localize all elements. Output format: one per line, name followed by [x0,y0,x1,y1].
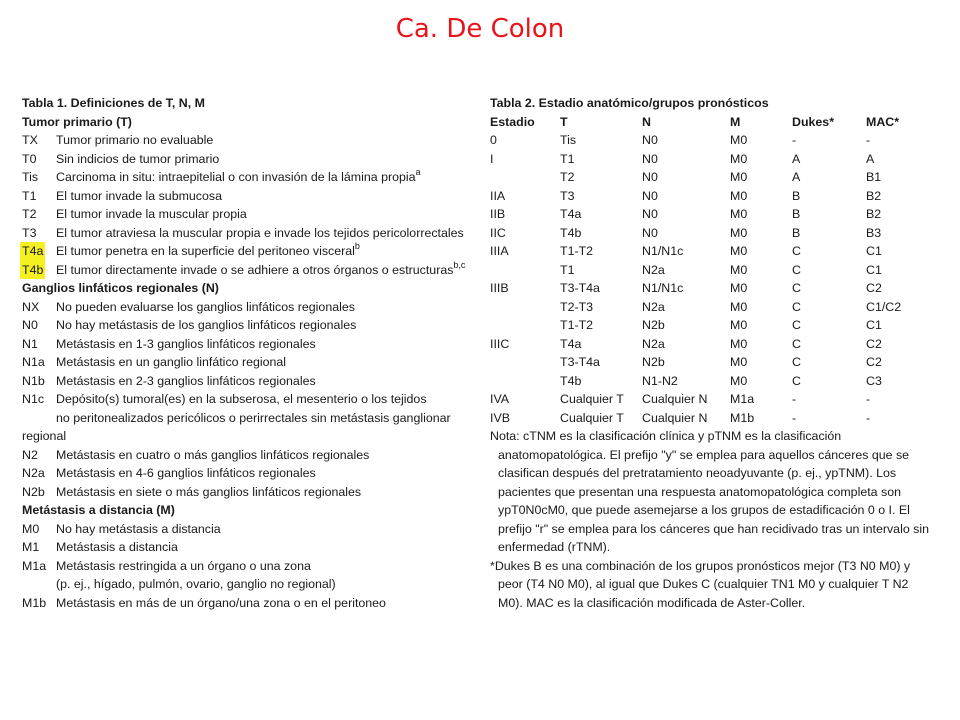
stage-cell [490,168,560,187]
stage-cell: T4b [560,225,582,240]
table1-panel [22,94,466,612]
stage-cell: M0 [730,336,748,351]
stage-cell: M0 [730,281,748,295]
section-heading: Ganglios linfáticos regionales (N) [22,281,219,295]
stage-cell: M0 [730,262,748,277]
note-line: clasifican después del pretratamiento neoadyuvante (p. ej., ypTNM). Los [498,466,897,480]
stage-cell: Tis [560,133,577,147]
table2-title: Tabla 2. Estadio anatómico/grupos pronósticos [490,96,769,110]
definition-row [22,353,462,372]
stage-cell: - [866,410,871,425]
stage-cell: B [792,207,801,221]
footnote-line: M0). MAC es la clasificación modificada de Aster-Coller. [498,595,806,610]
definition-text [56,224,464,243]
stage-cell: M0 [730,188,748,203]
definition-text [56,464,316,483]
stage-cell: T3-T4a [560,355,600,369]
column-header: T [560,114,568,129]
stage-cell: M0 [730,318,748,332]
footnote-marker: a [415,167,421,177]
stage-cell: N0 [642,170,658,184]
stage-table-header [490,113,910,132]
stage-table [490,113,910,428]
stage-cell: C3 [866,373,882,388]
definition-continuation: no peritonealizados pericólicos o perirrectales sin metástasis ganglionar [56,410,451,425]
definition-row [22,205,462,224]
definition-code: M1a [22,558,47,573]
stage-cell: N1/N1c [642,244,684,258]
definition-row [22,390,462,409]
definition-text [56,483,361,502]
definition-desc: El tumor atraviesa la muscular propia e invade los tejidos pericolorrectales [56,225,464,240]
stage-cell: C [792,336,801,351]
definition-desc: Metástasis en más de un órgano/una zona o en el peritoneo [56,595,386,610]
stage-cell [490,372,560,391]
definition-desc: No hay metástasis a distancia [56,521,221,536]
stage-cell: Cualquier N [642,392,708,406]
stage-cell: Cualquier T [560,410,624,425]
definition-text [56,446,369,465]
definition-row [22,446,462,465]
stage-cell: Cualquier N [642,410,708,425]
stage-row [490,224,910,243]
stage-cell: IIIC [490,336,510,351]
note-text [490,427,929,557]
definition-desc: Metástasis en 4-6 ganglios linfáticos regionales [56,466,316,480]
definition-desc: No pueden evaluarse los ganglios linfáticos regionales [56,299,355,314]
stage-cell: N2a [642,262,665,277]
stage-cell: I [490,151,494,166]
note-line: pacientes que presentan una respuesta anatomopatológica completa son [498,484,901,499]
stage-cell: T1 [560,262,575,277]
stage-cell: N1/N1c [642,281,684,295]
definition-row [22,335,462,354]
stage-cell: M0 [730,170,748,184]
stage-cell: T4a [560,336,582,351]
table1-body [22,113,466,613]
stage-cell: N2a [642,336,665,351]
definition-row [22,259,466,280]
stage-cell: - [792,410,797,425]
stage-cell: 0 [490,133,497,147]
definition-code: N2b [22,484,45,499]
stage-cell: C1 [866,262,882,277]
definition-desc: Metástasis en cuatro o más ganglios linfáticos regionales [56,447,370,462]
stage-cell: C1 [866,318,882,332]
definition-code: T1 [22,188,37,203]
stage-cell: C2 [866,355,882,369]
stage-cell: T2-T3 [560,299,594,314]
stage-cell: M0 [730,225,748,240]
definition-code: M1b [22,595,47,610]
definition-row [22,538,462,557]
definition-code: N2a [22,466,45,480]
stage-table-body [490,131,910,427]
definition-text [56,168,421,188]
definition-desc: Metástasis en 2-3 ganglios linfáticos regionales [56,373,316,388]
stage-cell: C [792,318,801,332]
stage-row [490,390,910,409]
stage-cell: - [866,133,871,147]
definition-row [22,187,462,206]
stage-cell: N0 [642,207,658,221]
definition-desc: Depósito(s) tumoral(es) en la subserosa, el mesenterio o los tejidos [56,392,427,406]
column-header: Estadio [490,114,535,129]
stage-cell: T2 [560,170,575,184]
column-header: MAC* [866,114,900,129]
footnote-line: peor (T4 N0 M0), al igual que Dukes C (cualquier TN1 M0 y cualquier T N2 [498,577,909,591]
definition-code: Tis [22,170,39,184]
stage-cell: C [792,299,801,314]
definition-text [56,557,311,576]
definition-text [56,538,178,557]
stage-cell: C [792,244,801,258]
note-line: Nota: cTNM es la clasificación clínica y pTNM es la clasificación [490,429,842,443]
stage-cell: - [792,133,797,147]
stage-cell: IIB [490,207,506,221]
definition-row [22,131,462,150]
stage-row [490,150,910,169]
stage-cell: B2 [866,207,882,221]
stage-cell: - [866,392,871,406]
definition-text [56,131,213,150]
stage-cell: B1 [866,170,882,184]
stage-cell: A [792,151,801,166]
definition-code: N1 [22,336,38,351]
stage-cell: N2a [642,299,665,314]
definition-row [22,464,462,483]
stage-cell: IIA [490,188,506,203]
definition-text [56,150,219,169]
stage-cell: N0 [642,151,658,166]
definition-row [22,168,462,187]
definition-code: T4b [20,261,45,280]
definition-desc: No hay metástasis de los ganglios linfáticos regionales [56,318,357,332]
definition-desc: Metástasis en un ganglio linfático regional [56,355,287,369]
definition-code: N1c [22,392,45,406]
stage-row [490,372,910,391]
definition-text [56,372,316,391]
definition-row [22,520,462,539]
definition-code: T3 [22,225,37,240]
definition-text [56,353,286,372]
stage-cell: A [792,170,801,184]
definition-text [56,187,222,206]
stage-row [490,261,910,280]
column-header: M [730,114,741,129]
stage-cell: IIIB [490,281,509,295]
stage-cell: M0 [730,151,748,166]
definition-continuation: regional [22,429,67,443]
stage-cell: N0 [642,225,658,240]
stage-row [490,205,910,224]
definition-text [56,261,465,281]
stage-row [490,131,910,150]
stage-cell: M1b [730,410,755,425]
stage-cell: M1a [730,392,755,406]
definition-code: TX [22,133,38,147]
stage-cell: C2 [866,336,882,351]
stage-cell: M0 [730,373,748,388]
stage-cell: C2 [866,281,882,295]
stage-cell: T1 [560,151,575,166]
stage-cell: N2b [642,355,665,369]
definition-row [22,224,462,243]
slide-title: Ca. De Colon [395,14,565,44]
column-header: N [642,114,651,129]
stage-row [490,353,910,372]
table1-title: Tabla 1. Definiciones de T, N, M [22,96,205,110]
stage-cell: B3 [866,225,882,240]
definition-code: N1b [22,373,45,388]
stage-cell: T3 [560,188,575,203]
stage-cell [490,353,560,372]
definition-code: M1 [22,540,40,554]
column-header: Dukes* [792,114,835,129]
definition-code: N2 [22,447,38,462]
stage-cell: M0 [730,133,748,147]
definition-code: N1a [22,355,45,369]
definition-code: M0 [22,521,40,536]
footnote-line: *Dukes B es una combinación de los grupos pronósticos mejor (T3 N0 M0) y [490,558,911,573]
stage-cell: T4a [560,207,582,221]
stage-cell: N0 [642,188,658,203]
stage-cell: IIIA [490,244,509,258]
note-line: ypT0N0cM0, que puede asemejarse a los grupos de estadificación 0 o I. El [498,503,910,517]
definition-desc: Sin indicios de tumor primario [56,151,220,166]
stage-cell: IVA [490,392,510,406]
stage-row [490,409,910,428]
stage-cell: T1-T2 [560,244,594,258]
stage-cell: M0 [730,244,748,258]
definition-text [56,298,355,317]
section-heading: Tumor primario (T) [22,114,132,129]
definition-desc: El tumor penetra en la superficie del peritoneo visceral [56,244,355,258]
stage-cell: N1-N2 [642,373,678,388]
definition-text [56,335,316,354]
stage-cell: C1/C2 [866,299,902,314]
definition-row [22,242,462,261]
definition-desc: Metástasis en 1-3 ganglios linfáticos regionales [56,336,316,351]
definition-code: T2 [22,207,37,221]
stage-cell: T3-T4a [560,281,600,295]
note-line: prefijo "r" se emplea para los cánceres que han recidivado tras un intervalo sin [498,521,929,536]
stage-cell [490,298,560,317]
table2-notes [490,427,929,612]
definition-text [56,242,360,262]
definition-desc: Metástasis a distancia [56,540,178,554]
stage-cell: N2b [642,318,665,332]
stage-row [490,335,910,354]
definition-desc: Carcinoma in situ: intraepitelial o con invasión de la lámina propia [56,170,416,184]
footnote-marker: b [354,241,360,251]
definition-desc: El tumor directamente invade o se adhiere a otros órganos o estructuras [56,262,454,277]
definition-row [22,483,462,502]
definition-desc: Tumor primario no evaluable [56,133,214,147]
section-heading: Metástasis a distancia (M) [22,503,175,517]
stage-cell: C [792,281,801,295]
definition-desc: El tumor invade la muscular propia [56,207,247,221]
definition-code: NX [22,299,40,314]
stage-cell: B [792,225,801,240]
stage-row [490,187,910,206]
stage-cell: T1-T2 [560,318,594,332]
stage-cell: IIC [490,225,506,240]
stage-cell: M0 [730,355,748,369]
stage-cell: C [792,262,801,277]
definition-text [56,390,427,409]
stage-row [490,298,910,317]
table2-panel [490,94,929,612]
stage-cell [490,316,560,335]
definition-text [56,520,221,539]
stage-row [490,316,910,335]
definition-row [22,150,462,169]
definition-desc: Metástasis restringida a un órgano o una zona [56,558,311,573]
stage-cell: C1 [866,244,882,258]
definition-text [56,594,386,613]
stage-cell: B2 [866,188,882,203]
definition-continuation: (p. ej., hígado, pulmón, ovario, ganglio no regional) [56,577,336,591]
definition-code: N0 [22,318,38,332]
note-line: anatomopatológica. El prefijo "y" se emplea para aquellos cánceres que se [498,447,910,462]
definition-row [22,316,462,335]
definition-code: T4a [20,242,45,261]
stage-cell: N0 [642,133,658,147]
stage-cell: T4b [560,373,582,388]
definition-row [22,557,462,576]
definition-text [56,205,247,224]
definition-desc: Metástasis en siete o más ganglios linfáticos regionales [56,484,362,499]
stage-cell [490,261,560,280]
definition-code: T0 [22,151,37,166]
stage-cell: Cualquier T [560,392,624,406]
stage-cell: B [792,188,801,203]
stage-cell: IVB [490,410,510,425]
definition-row [22,594,462,613]
definition-desc: El tumor invade la submucosa [56,188,222,203]
stage-row [490,168,910,187]
stage-cell: C [792,373,801,388]
stage-cell: C [792,355,801,369]
stage-cell: M0 [730,207,748,221]
stage-cell: A [866,151,875,166]
footnote-marker: b,c [453,259,466,270]
definition-row [22,298,462,317]
stage-cell: M0 [730,299,748,314]
stage-cell: - [792,392,797,406]
stage-row [490,279,910,298]
stage-row [490,242,910,261]
definition-row [22,372,462,391]
note-line: enfermedad (rTNM). [498,540,611,554]
definition-text [56,316,356,335]
footnote-text [490,557,910,613]
